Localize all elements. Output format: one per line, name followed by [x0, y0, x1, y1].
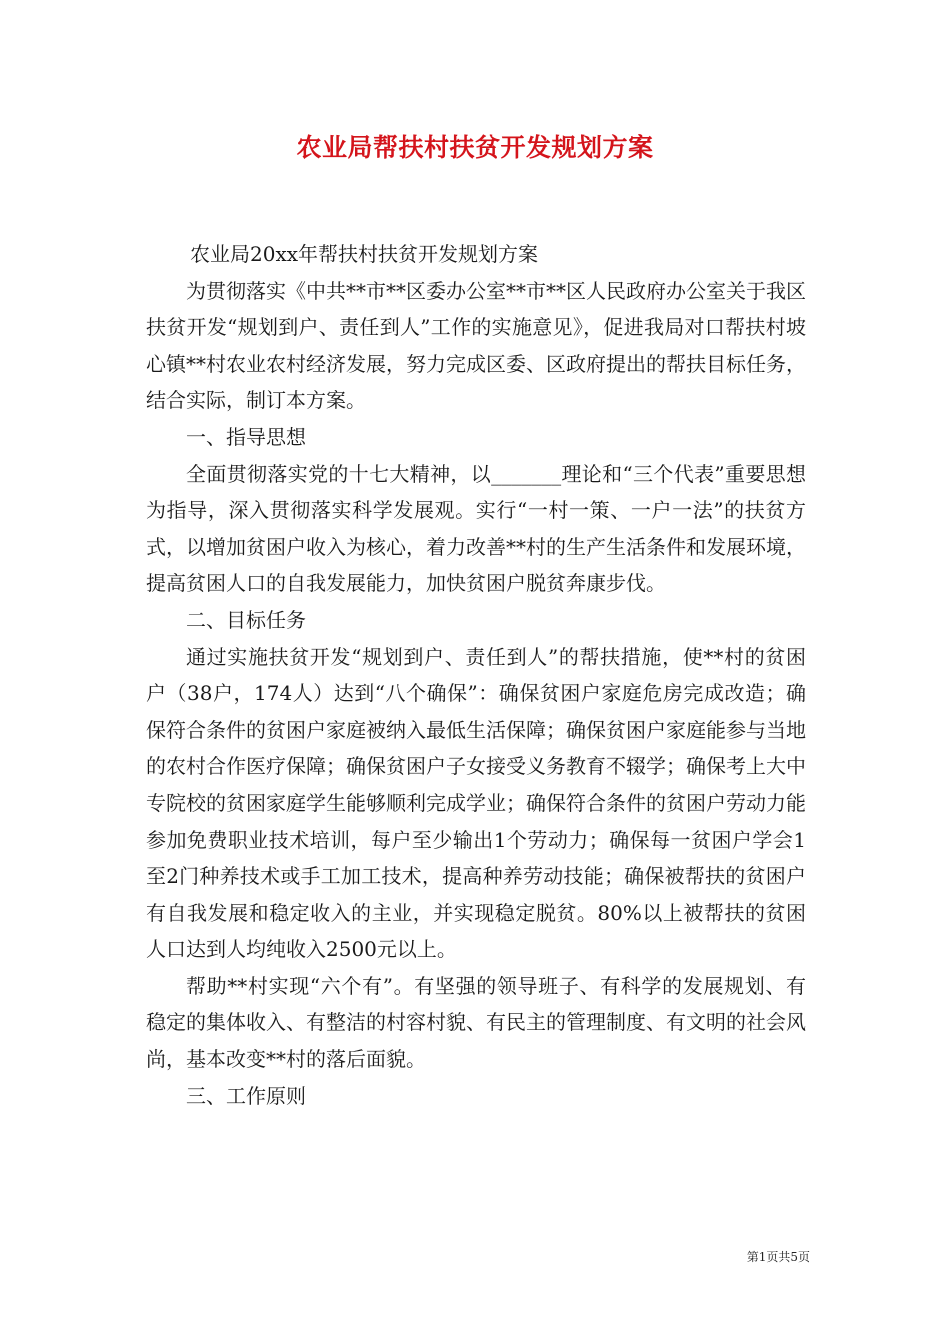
document-body — [146, 236, 806, 1114]
document-title: 农业局帮扶村扶贫开发规划方案 — [296, 133, 654, 162]
page-number: 第1页共5页 — [746, 1250, 810, 1264]
section-heading-principles: 三、工作原则 — [186, 1083, 306, 1108]
objectives-paragraph-2: 帮助**村实现“六个有”。有坚强的领导班子、有科学的发展规划、有稳定的集体收入、有整洁的村容村貌、有民主的管理制度、有文明的社会风尚，基本改变**村的落后面貌。 — [146, 973, 806, 1072]
guiding-thought-paragraph: 全面贯彻落实党的十七大精神，以_______理论和“三个代表”重要思想为指导，深入贯彻落实科学发展观。实行“一村一策、一户一法”的扶贫方式，以增加贫困户收入为核心，着力改善**村的生产生活条件和发展环境，提高贫困人口的自我发展能力，加快贫困户脱贫奔康步伐。 — [146, 461, 806, 596]
section-heading-objectives: 二、目标任务 — [186, 607, 306, 632]
objectives-paragraph-1: 通过实施扶贫开发“规划到户、责任到人”的帮扶措施，使**村的贫困户（38户，174人）达到“八个确保”：确保贫困户家庭危房完成改造；确保符合条件的贫困户家庭被纳入最低生活保障；确保贫困户家庭能参与当地的农村合作医疗保障；确保贫困户子女接受义务教育不辍学；确保考上大中专院校的贫困家庭学生能够顺利完成学业；确保符合条件的贫困户劳动力能参加免费职业技术培训，每户至少输出1个劳动力；确保每一贫困户学会1至2门种养技术或手工加工技术，提高种养劳动技能；确保被帮扶的贫困户有自我发展和稳定收入的主业，并实现稳定脱贫。80%以上被帮扶的贫困人口达到人均纯收入2500元以上。 — [146, 644, 806, 962]
doc-subtitle: 农业局20xx年帮扶村扶贫开发规划方案 — [190, 242, 539, 266]
intro-paragraph: 为贯彻落实《中共**市**区委办公室**市**区人民政府办公室关于我区扶贫开发“规划到户、责任到人”工作的实施意见》，促进我局对口帮扶村坡心镇**村农业农村经济发展，努力完成区委、区政府提出的帮扶目标任务，结合实际，制订本方案。 — [146, 278, 806, 413]
section-heading-guiding-thought: 一、指导思想 — [186, 424, 306, 449]
